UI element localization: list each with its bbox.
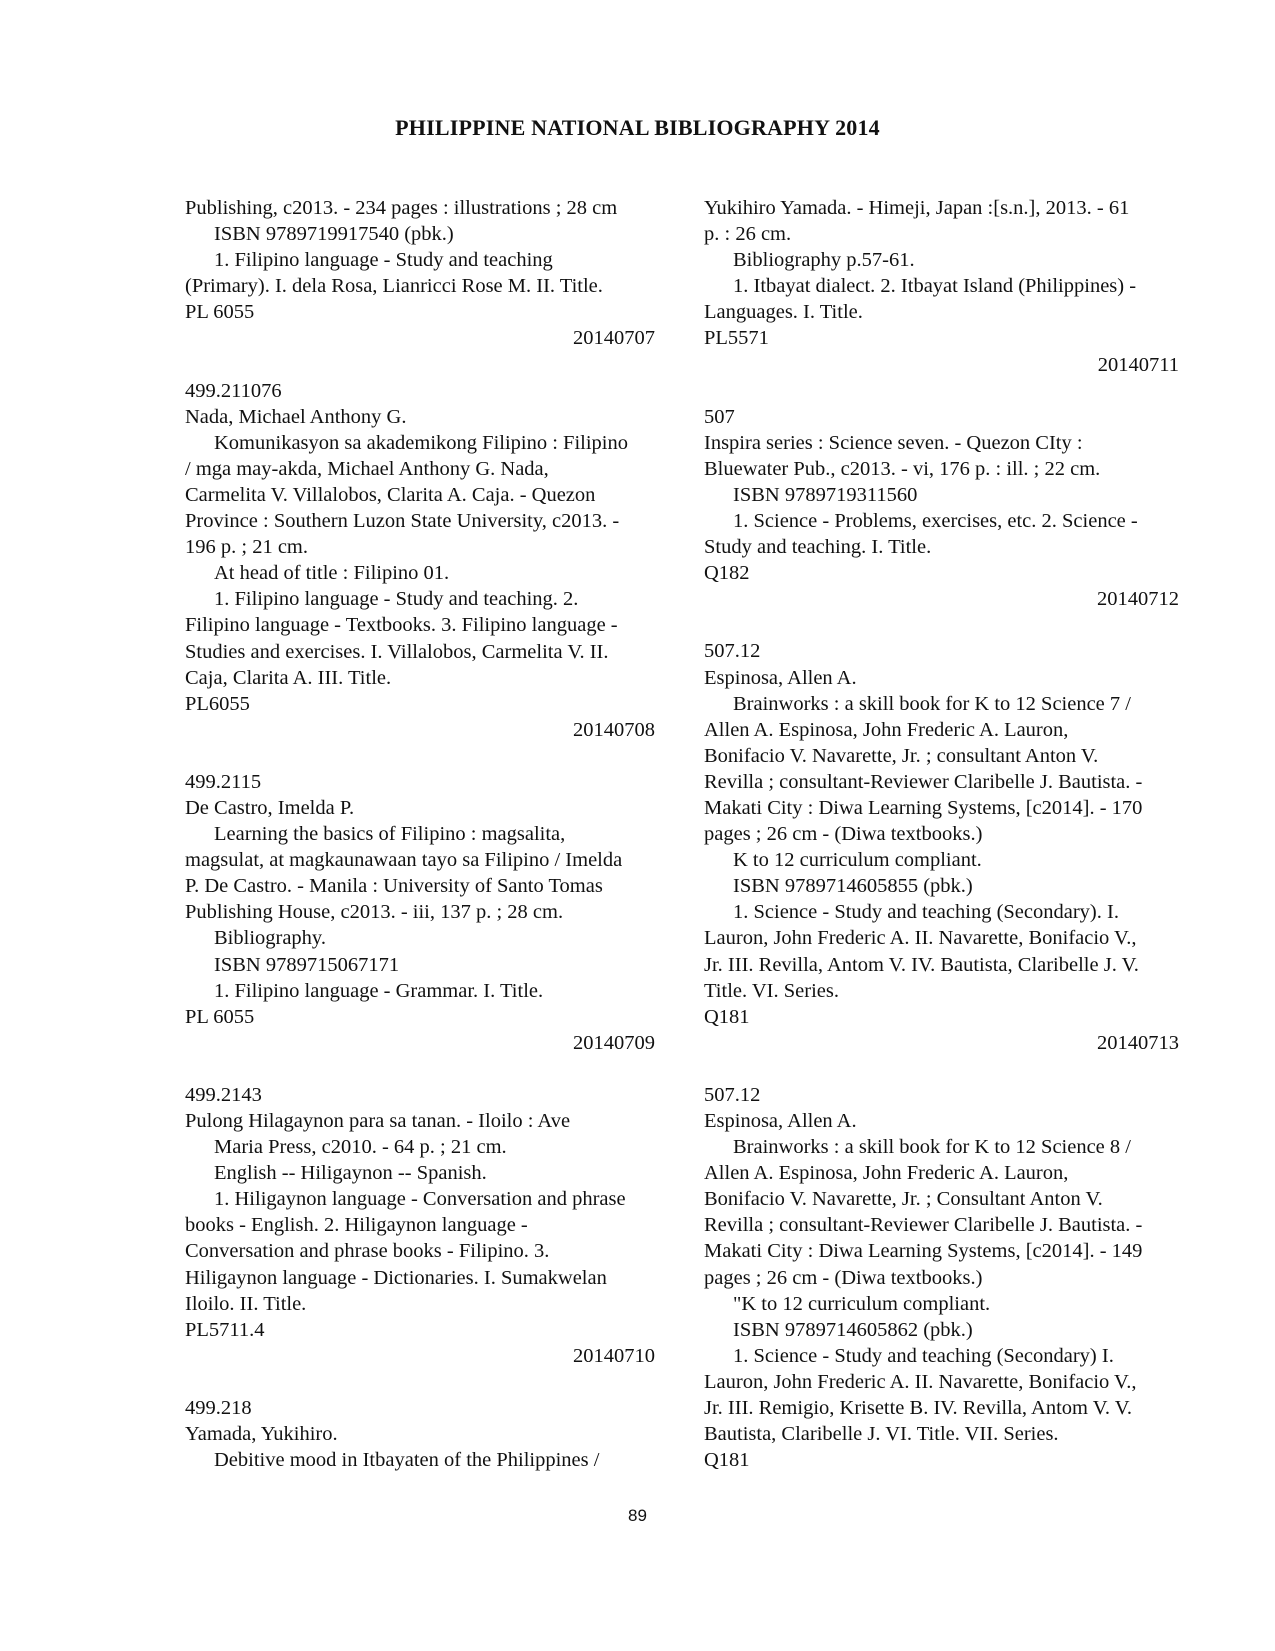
- entry-line: PL5571: [704, 327, 769, 350]
- entry-line: PL 6055: [185, 301, 255, 324]
- entry-line: 507.12: [704, 640, 761, 663]
- bibliography-entry: [185, 195, 675, 352]
- entry-line: Carmelita V. Villalobos, Clarita A. Caja. - Quezon: [185, 483, 596, 506]
- bibliography-entry: [185, 1395, 675, 1473]
- bibliography-entry: [704, 1082, 1199, 1473]
- entry-line: ISBN 9789715067171: [214, 953, 400, 976]
- entry-line: Languages. I. Title.: [704, 301, 863, 324]
- entry-line: Hiligaynon language - Dictionaries. I. Sumakwelan: [185, 1266, 607, 1289]
- entry-line: Bluewater Pub., c2013. - vi, 176 p. : ill. ; 22 cm.: [704, 457, 1101, 480]
- entry-line: Lauron, John Frederic A. II. Navarette, Bonifacio V.,: [704, 1370, 1137, 1393]
- entry-line: PL6055: [185, 692, 250, 715]
- entry-control-number: 20140710: [573, 1344, 655, 1367]
- entry-line: / mga may-akda, Michael Anthony G. Nada,: [185, 457, 549, 480]
- entry-line: Bautista, Claribelle J. VI. Title. VII. Series.: [704, 1423, 1059, 1446]
- bibliography-entry: [704, 638, 1199, 1056]
- entry-line: Publishing House, c2013. - iii, 137 p. ; 28 cm.: [185, 901, 564, 924]
- entry-control-number: 20140713: [1097, 1031, 1179, 1054]
- entry-line: Conversation and phrase books - Filipino. 3.: [185, 1240, 550, 1263]
- page-title: PHILIPPINE NATIONAL BIBLIOGRAPHY 2014: [395, 115, 880, 140]
- entry-line: Maria Press, c2010. - 64 p. ; 21 cm.: [214, 1136, 507, 1159]
- entry-line: Allen A. Espinosa, John Frederic A. Lauron,: [704, 1162, 1069, 1185]
- entry-control-number: 20140712: [1097, 588, 1179, 611]
- entry-line: 499.218: [185, 1396, 252, 1419]
- entry-line: Publishing, c2013. - 234 pages : illustrations ; 28 cm: [185, 197, 618, 219]
- entry-line: 1. Science - Study and teaching (Secondary) I.: [733, 1344, 1114, 1367]
- entry-line: Komunikasyon sa akademikong Filipino : Filipino: [214, 431, 628, 454]
- entry-control-number: 20140709: [573, 1031, 655, 1054]
- entry-line: Makati City : Diwa Learning Systems, [c2014]. - 149: [704, 1240, 1143, 1263]
- entry-line: Studies and exercises. I. Villalobos, Carmelita V. II.: [185, 640, 609, 663]
- entry-line: P. De Castro. - Manila : University of Santo Tomas: [185, 875, 603, 898]
- entry-line: Bibliography p.57-61.: [733, 249, 915, 272]
- entry-line: Bonifacio V. Navarette, Jr. ; Consultant Anton V.: [704, 1188, 1103, 1211]
- entry-line: 1. Hiligaynon language - Conversation and phrase: [214, 1188, 626, 1211]
- entry-line: Nada, Michael Anthony G.: [185, 405, 407, 428]
- entry-line: At head of title : Filipino 01.: [214, 562, 450, 585]
- entry-line: 1. Science - Study and teaching (Secondary). I.: [733, 901, 1119, 924]
- bibliography-entry: [704, 195, 1199, 378]
- entry-control-number: 20140707: [573, 327, 655, 350]
- entry-line: Learning the basics of Filipino : magsalita,: [214, 823, 566, 846]
- entry-line: Province : Southern Luzon State University, c2013. -: [185, 510, 620, 533]
- entry-line: Pulong Hilagaynon para sa tanan. - Iloilo : Ave: [185, 1110, 571, 1132]
- entry-line: 1. Science - Problems, exercises, etc. 2. Science -: [733, 510, 1138, 533]
- bibliography-entry: [704, 404, 1199, 613]
- entry-line: Jr. III. Remigio, Krisette B. IV. Revilla, Antom V. V.: [704, 1397, 1133, 1420]
- bibliography-entry: [185, 378, 675, 743]
- entry-line: 1. Filipino language - Grammar. I. Title.: [214, 979, 544, 1002]
- entry-line: Filipino language - Textbooks. 3. Filipino language -: [185, 614, 618, 637]
- entry-line: Jr. III. Revilla, Antom V. IV. Bautista, Claribelle J. V.: [704, 953, 1139, 976]
- entry-line: Iloilo. II. Title.: [185, 1292, 307, 1315]
- entry-line: 507.12: [704, 1083, 761, 1106]
- entry-line: Debitive mood in Itbayaten of the Philippines /: [214, 1449, 600, 1472]
- entry-line: "K to 12 curriculum compliant.: [733, 1292, 991, 1315]
- entry-line: Study and teaching. I. Title.: [704, 536, 932, 559]
- entry-line: Bibliography.: [214, 927, 326, 950]
- entry-line: Brainworks : a skill book for K to 12 Science 7 /: [733, 692, 1131, 715]
- entry-line: p. : 26 cm.: [704, 223, 792, 246]
- entry-line: ISBN 9789719311560: [733, 483, 918, 506]
- entry-line: Q181: [704, 1449, 750, 1472]
- entry-line: 1. Filipino language - Study and teaching. 2.: [214, 588, 579, 611]
- bibliography-entry: [185, 1082, 675, 1369]
- entry-line: 1. Filipino language - Study and teaching: [214, 249, 553, 272]
- entry-line: PL5711.4: [185, 1318, 265, 1341]
- entry-line: pages ; 26 cm - (Diwa textbooks.): [704, 823, 983, 846]
- entry-line: De Castro, Imelda P.: [185, 796, 355, 819]
- entry-line: Revilla ; consultant-Reviewer Claribelle J. Bautista. -: [704, 770, 1143, 793]
- entry-line: 196 p. ; 21 cm.: [185, 536, 308, 559]
- entry-control-number: 20140708: [573, 718, 655, 741]
- entry-line: (Primary). I. dela Rosa, Lianricci Rose M. II. Title.: [185, 275, 603, 298]
- entry-line: 507: [704, 405, 735, 428]
- entry-line: Title. VI. Series.: [704, 979, 839, 1002]
- entry-line: pages ; 26 cm - (Diwa textbooks.): [704, 1266, 983, 1289]
- entry-line: 499.2115: [185, 770, 262, 793]
- entry-line: Revilla ; consultant-Reviewer Claribelle J. Bautista. -: [704, 1214, 1143, 1237]
- entry-line: Yukihiro Yamada. - Himeji, Japan :[s.n.], 2013. - 61: [704, 197, 1130, 219]
- entry-line: Yamada, Yukihiro.: [185, 1423, 338, 1446]
- entry-line: Lauron, John Frederic A. II. Navarette, Bonifacio V.,: [704, 927, 1137, 950]
- entry-line: books - English. 2. Hiligaynon language -: [185, 1214, 528, 1237]
- entry-line: Espinosa, Allen A.: [704, 1110, 857, 1132]
- entry-line: 499.211076: [185, 379, 282, 402]
- entry-line: Allen A. Espinosa, John Frederic A. Lauron,: [704, 718, 1069, 741]
- entry-line: English -- Hiligaynon -- Spanish.: [214, 1162, 487, 1185]
- bibliography-entry: [185, 769, 675, 1056]
- entry-line: Q181: [704, 1005, 750, 1028]
- left-column: [185, 195, 675, 1473]
- entry-line: K to 12 curriculum compliant.: [733, 849, 982, 872]
- entry-line: PL 6055: [185, 1005, 255, 1028]
- entry-line: magsulat, at magkaunawaan tayo sa Filipino / Imelda: [185, 849, 623, 872]
- entry-line: Brainworks : a skill book for K to 12 Science 8 /: [733, 1136, 1131, 1159]
- entry-line: 499.2143: [185, 1083, 262, 1106]
- entry-line: 1. Itbayat dialect. 2. Itbayat Island (Philippines) -: [733, 275, 1137, 298]
- entry-line: Bonifacio V. Navarette, Jr. ; consultant Anton V.: [704, 744, 1099, 767]
- entry-line: Inspira series : Science seven. - Quezon CIty :: [704, 431, 1083, 454]
- entry-line: ISBN 9789719917540 (pbk.): [214, 223, 454, 246]
- entry-line: Espinosa, Allen A.: [704, 666, 857, 689]
- entry-control-number: 20140711: [1097, 353, 1179, 376]
- page-number: 89: [628, 1506, 647, 1525]
- entry-line: ISBN 9789714605855 (pbk.): [733, 875, 973, 898]
- entry-line: Caja, Clarita A. III. Title.: [185, 666, 392, 689]
- entry-line: ISBN 9789714605862 (pbk.): [733, 1318, 973, 1341]
- right-column: [704, 195, 1199, 1473]
- entry-line: Q182: [704, 562, 750, 585]
- entry-line: Makati City : Diwa Learning Systems, [c2014]. - 170: [704, 796, 1143, 819]
